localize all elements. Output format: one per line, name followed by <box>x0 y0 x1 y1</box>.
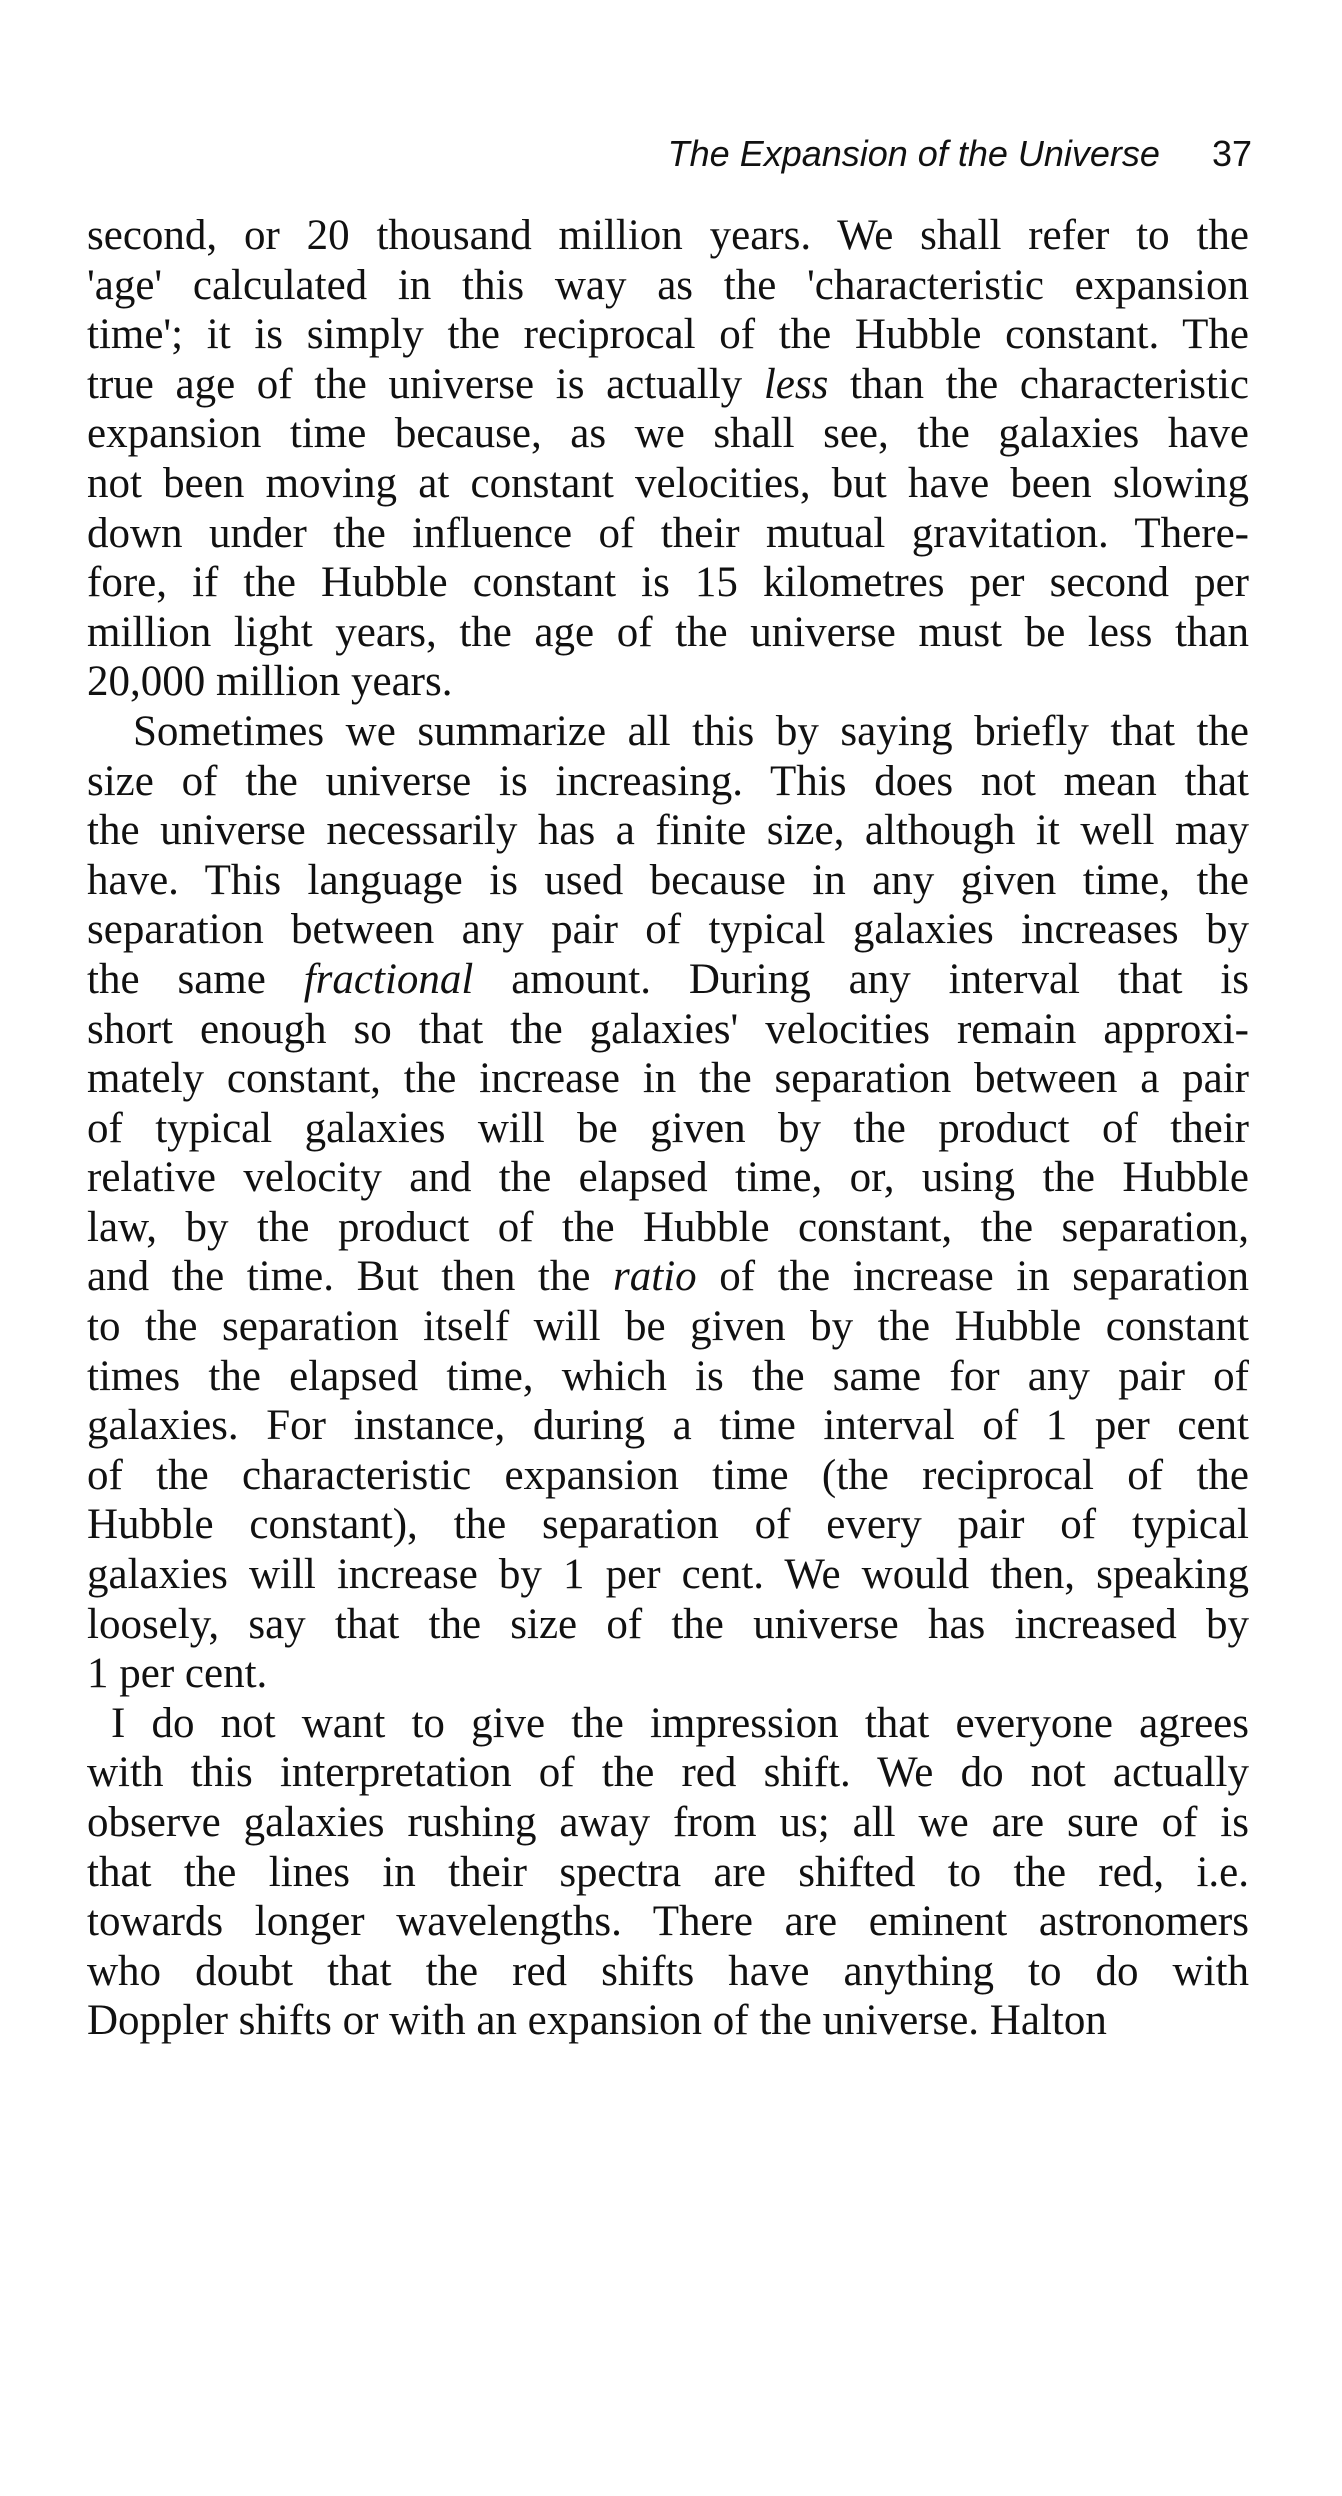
line-text: Hubble constant), the separation of every pair of typical <box>87 1501 1249 1549</box>
line-text: time'; it is simply the reciprocal of the Hubble constant. The <box>87 311 1249 359</box>
line-text: who doubt that the red shifts have anything to do with <box>87 1947 1249 1995</box>
text-line <box>87 360 1249 410</box>
running-head <box>668 132 1252 176</box>
line-text: true age of the universe is actually <box>87 360 764 408</box>
text-line <box>87 1897 1249 1947</box>
line-text: second, or 20 thousand million years. We shall refer to the <box>87 212 1249 259</box>
body-text <box>87 211 1249 2046</box>
text-line <box>87 1302 1249 1352</box>
text-line <box>87 1649 1249 1699</box>
text-line <box>87 1104 1249 1154</box>
emphasized-word: fractional <box>303 955 474 1003</box>
running-head-title: The Expansion of the Universe <box>667 133 1160 174</box>
line-text: down under the influence of their mutual gravitation. There- <box>87 509 1249 557</box>
text-line <box>87 261 1249 311</box>
line-text: galaxies. For instance, during a time interval of 1 per cent <box>87 1402 1249 1450</box>
line-text: loosely, say that the size of the universe has increased by <box>87 1600 1249 1648</box>
text-line <box>87 1600 1249 1650</box>
text-line <box>87 806 1249 856</box>
text-line <box>87 509 1249 559</box>
line-text: and the time. But then the <box>87 1253 614 1301</box>
line-text: 'age' calculated in this way as the 'characteristic expansion <box>87 261 1249 309</box>
line-text: observe galaxies rushing away from us; all we are sure of is <box>87 1799 1249 1846</box>
text-line <box>87 459 1249 509</box>
line-text: of typical galaxies will be given by the product of their <box>87 1104 1249 1152</box>
line-text: 1 per cent. <box>87 1650 268 1698</box>
paragraph-2 <box>87 707 1249 1699</box>
text-line <box>87 1798 1249 1848</box>
line-text: than the characteristic <box>828 360 1249 408</box>
text-line <box>87 1401 1249 1451</box>
text-line <box>87 1699 1249 1749</box>
text-line <box>87 1848 1249 1898</box>
line-text: of the characteristic expansion time (the reciprocal of the <box>87 1451 1249 1499</box>
text-line <box>87 558 1249 608</box>
line-text: I do not want to give the impression that everyone agrees <box>111 1699 1249 1747</box>
line-text: Doppler shifts or with an expansion of the universe. Halton <box>87 1997 1107 2045</box>
text-line <box>87 1947 1249 1997</box>
line-text: amount. During any interval that is <box>473 955 1249 1003</box>
emphasized-word: less <box>763 360 829 408</box>
text-line <box>87 409 1249 459</box>
text-line <box>87 608 1249 658</box>
line-text: million light years, the age of the universe must be less than <box>87 608 1249 656</box>
line-text: galaxies will increase by 1 per cent. We would then, speaking <box>87 1551 1249 1599</box>
paragraph-1 <box>87 211 1249 707</box>
line-text: to the separation itself will be given by the Hubble constant <box>87 1303 1249 1351</box>
line-text: relative velocity and the elapsed time, or, using the Hubble <box>87 1154 1249 1202</box>
line-text: that the lines in their spectra are shifted to the red, i.e. <box>87 1848 1249 1896</box>
text-line <box>87 955 1249 1005</box>
text-line <box>87 1252 1249 1302</box>
text-line <box>87 1054 1249 1104</box>
text-line <box>87 310 1249 360</box>
text-line <box>87 1550 1249 1600</box>
emphasized-word: ratio <box>613 1253 697 1301</box>
text-line <box>87 757 1249 807</box>
text-line <box>87 1996 1249 2046</box>
page-number: 37 <box>1211 133 1252 174</box>
line-text: 20,000 million years. <box>87 658 453 706</box>
line-text: Sometimes we summarize all this by saying briefly that the <box>133 707 1249 755</box>
line-text: have. This language is used because in any given time, the <box>87 856 1249 904</box>
text-line <box>87 1748 1249 1798</box>
line-text: expansion time because, as we shall see, the galaxies have <box>87 410 1249 458</box>
line-text: not been moving at constant velocities, but have been slowing <box>87 459 1249 507</box>
line-text: short enough so that the galaxies' velocities remain approxi- <box>87 1005 1249 1053</box>
paragraph-3 <box>87 1699 1249 2046</box>
line-text: mately constant, the increase in the separation between a pair <box>87 1055 1249 1103</box>
line-text: the same <box>87 955 304 1003</box>
line-text: separation between any pair of typical galaxies increases by <box>87 906 1249 954</box>
line-text: of the increase in separation <box>696 1253 1249 1301</box>
text-line <box>87 1203 1249 1253</box>
line-text: times the elapsed time, which is the same for any pair of <box>87 1352 1249 1400</box>
line-text: fore, if the Hubble constant is 15 kilometres per second per <box>87 559 1249 607</box>
text-line <box>87 1500 1249 1550</box>
text-line <box>87 707 1249 757</box>
text-line <box>87 1153 1249 1203</box>
text-line <box>87 1005 1249 1055</box>
text-line <box>87 1451 1249 1501</box>
line-text: the universe necessarily has a finite size, although it well may <box>87 807 1249 855</box>
text-line <box>87 1352 1249 1402</box>
line-text: size of the universe is increasing. This does not mean that <box>87 757 1249 805</box>
line-text: law, by the product of the Hubble constant, the separation, <box>87 1203 1249 1251</box>
text-line <box>87 905 1249 955</box>
text-line <box>87 211 1249 261</box>
line-text: towards longer wavelengths. There are eminent astronomers <box>87 1898 1249 1946</box>
text-line <box>87 856 1249 906</box>
text-line <box>87 657 1249 707</box>
line-text: with this interpretation of the red shift. We do not actually <box>87 1749 1249 1797</box>
